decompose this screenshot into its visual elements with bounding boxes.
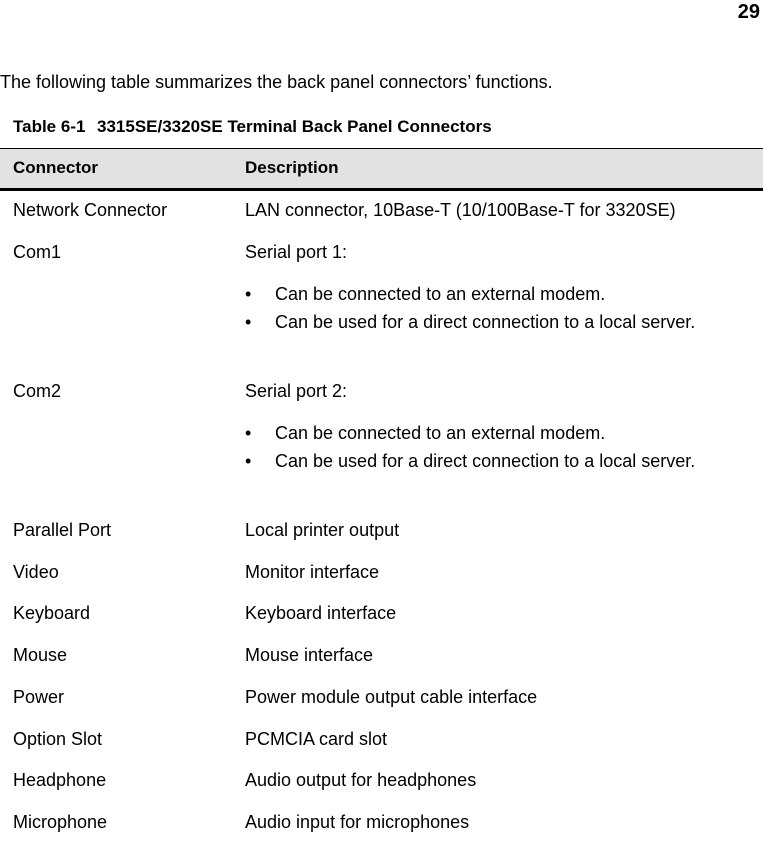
bullet-marker: •: [245, 423, 252, 443]
description-cell: Power module output cable interface: [245, 687, 538, 707]
description-cell: LAN connector, 10Base-T (10/100Base-T for 3320SE): [245, 200, 676, 220]
connector-cell: Power: [13, 687, 65, 707]
list-item: [245, 283, 715, 305]
list-item: [245, 311, 715, 333]
connector-cell: Headphone: [13, 770, 107, 790]
header-description: Description: [245, 158, 339, 177]
connector-cell: Keyboard: [13, 603, 91, 623]
connector-cell: Video: [13, 562, 59, 582]
page-number: 29: [737, 1, 760, 23]
bullet-marker: •: [245, 312, 252, 332]
bullet-list: [245, 283, 715, 339]
description-cell: Serial port 2:: [245, 381, 348, 401]
bullet-marker: •: [245, 451, 252, 471]
connector-cell: Microphone: [13, 812, 108, 832]
connector-cell: Com2: [13, 381, 62, 401]
description-cell: Monitor interface: [245, 562, 380, 582]
connector-cell: Parallel Port: [13, 520, 112, 540]
connector-cell: Network Connector: [13, 200, 168, 220]
table-caption: [13, 116, 492, 138]
description-cell: Serial port 1:: [245, 242, 348, 262]
intro-paragraph: The following table summarizes the back panel connectors’ functions.: [0, 72, 553, 92]
bullet-marker: •: [245, 284, 252, 304]
bullet-text: Can be used for a direct connection to a local server.: [275, 451, 696, 471]
connectors-table: [0, 148, 763, 832]
connector-cell: Mouse: [13, 645, 68, 665]
list-item: [245, 450, 715, 472]
table-caption-title: 3315SE/3320SE Terminal Back Panel Connectors: [97, 117, 492, 136]
connector-cell: Option Slot: [13, 729, 103, 749]
list-item: [245, 422, 715, 444]
description-cell: Local printer output: [245, 520, 400, 540]
table-header: [0, 148, 763, 191]
table-caption-number: Table 6-1: [13, 117, 86, 136]
description-cell: Audio output for headphones: [245, 770, 477, 790]
bullet-text: Can be connected to an external modem.: [275, 284, 606, 304]
header-connector: Connector: [13, 158, 98, 177]
connector-cell: Com1: [13, 242, 62, 262]
bullet-list: [245, 422, 715, 478]
bullet-text: Can be used for a direct connection to a local server.: [275, 312, 696, 332]
description-cell: Keyboard interface: [245, 603, 397, 623]
description-cell: PCMCIA card slot: [245, 729, 388, 749]
description-cell: Mouse interface: [245, 645, 374, 665]
bullet-text: Can be connected to an external modem.: [275, 423, 606, 443]
description-cell: Audio input for microphones: [245, 812, 470, 832]
